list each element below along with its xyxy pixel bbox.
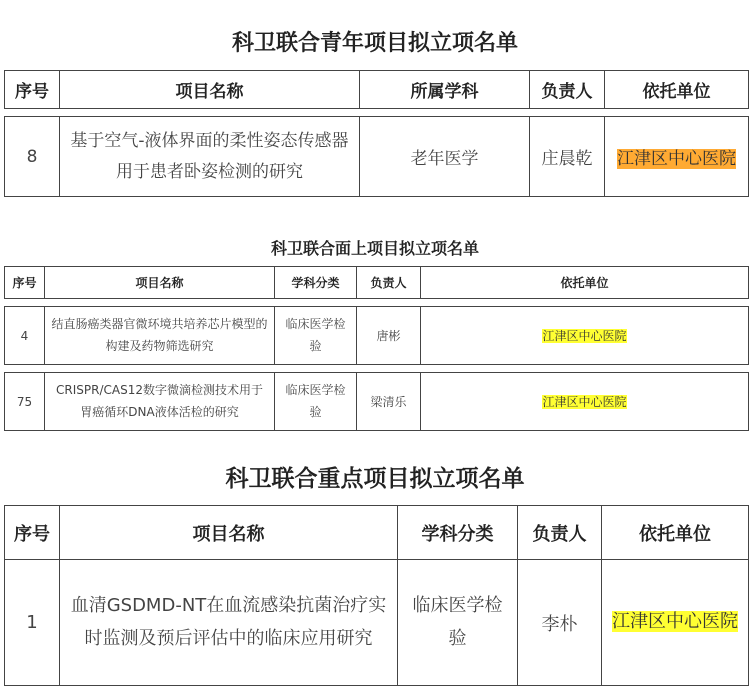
header-no: 序号	[5, 71, 60, 109]
cell-subject: 老年医学	[360, 117, 530, 197]
cell-leader: 庄晨乾	[530, 117, 605, 197]
header-unit: 依托单位	[605, 71, 749, 109]
cell-no: 4	[5, 307, 45, 365]
cell-no: 75	[5, 373, 45, 431]
cell-no: 1	[5, 560, 60, 686]
cell-name: 基于空气-液体界面的柔性姿态传感器用于患者卧姿检测的研究	[60, 117, 360, 197]
table-row	[5, 373, 749, 431]
unit-highlight: 江津区中心医院	[542, 395, 627, 409]
cell-unit	[421, 307, 749, 365]
section-title-key: 科卫联合重点项目拟立项名单	[225, 466, 525, 492]
section-title-youth: 科卫联合青年项目拟立项名单	[231, 31, 518, 56]
table-header-row	[5, 267, 749, 299]
section-title-general: 科卫联合面上项目拟立项名单	[270, 239, 479, 258]
general-project-table	[4, 266, 749, 431]
cell-subject: 临床医学检验	[275, 373, 357, 431]
unit-highlight: 江津区中心医院	[542, 329, 627, 343]
unit-highlight: 江津区中心医院	[617, 149, 736, 169]
header-leader: 负责人	[530, 71, 605, 109]
youth-project-table	[4, 70, 749, 197]
header-subject: 学科分类	[398, 506, 518, 560]
table-header-row	[5, 71, 749, 109]
header-name: 项目名称	[45, 267, 275, 299]
header-no: 序号	[5, 506, 60, 560]
header-unit: 依托单位	[421, 267, 749, 299]
cell-leader: 唐彬	[357, 307, 421, 365]
cell-leader: 梁清乐	[357, 373, 421, 431]
header-name: 项目名称	[60, 71, 360, 109]
header-leader: 负责人	[357, 267, 421, 299]
cell-subject: 临床医学检验	[275, 307, 357, 365]
header-no: 序号	[5, 267, 45, 299]
cell-unit	[421, 373, 749, 431]
header-leader: 负责人	[518, 506, 602, 560]
cell-name: CRISPR/CAS12数字微滴检测技术用于胃癌循环DNA液体活检的研究	[45, 373, 275, 431]
cell-unit	[602, 560, 749, 686]
header-unit: 依托单位	[602, 506, 749, 560]
table-row	[5, 560, 749, 686]
unit-highlight: 江津区中心医院	[612, 611, 738, 633]
cell-unit	[605, 117, 749, 197]
cell-name: 血清GSDMD-NT在血流感染抗菌治疗实时监测及预后评估中的临床应用研究	[60, 560, 398, 686]
header-subject: 学科分类	[275, 267, 357, 299]
table-row	[5, 117, 749, 197]
cell-no: 8	[5, 117, 60, 197]
cell-leader: 李朴	[518, 560, 602, 686]
header-name: 项目名称	[60, 506, 398, 560]
header-subject: 所属学科	[360, 71, 530, 109]
cell-subject: 临床医学检验	[398, 560, 518, 686]
key-project-table	[4, 505, 749, 686]
table-header-row	[5, 506, 749, 560]
cell-name: 结直肠癌类器官微环境共培养芯片模型的构建及药物筛选研究	[45, 307, 275, 365]
table-row	[5, 307, 749, 365]
